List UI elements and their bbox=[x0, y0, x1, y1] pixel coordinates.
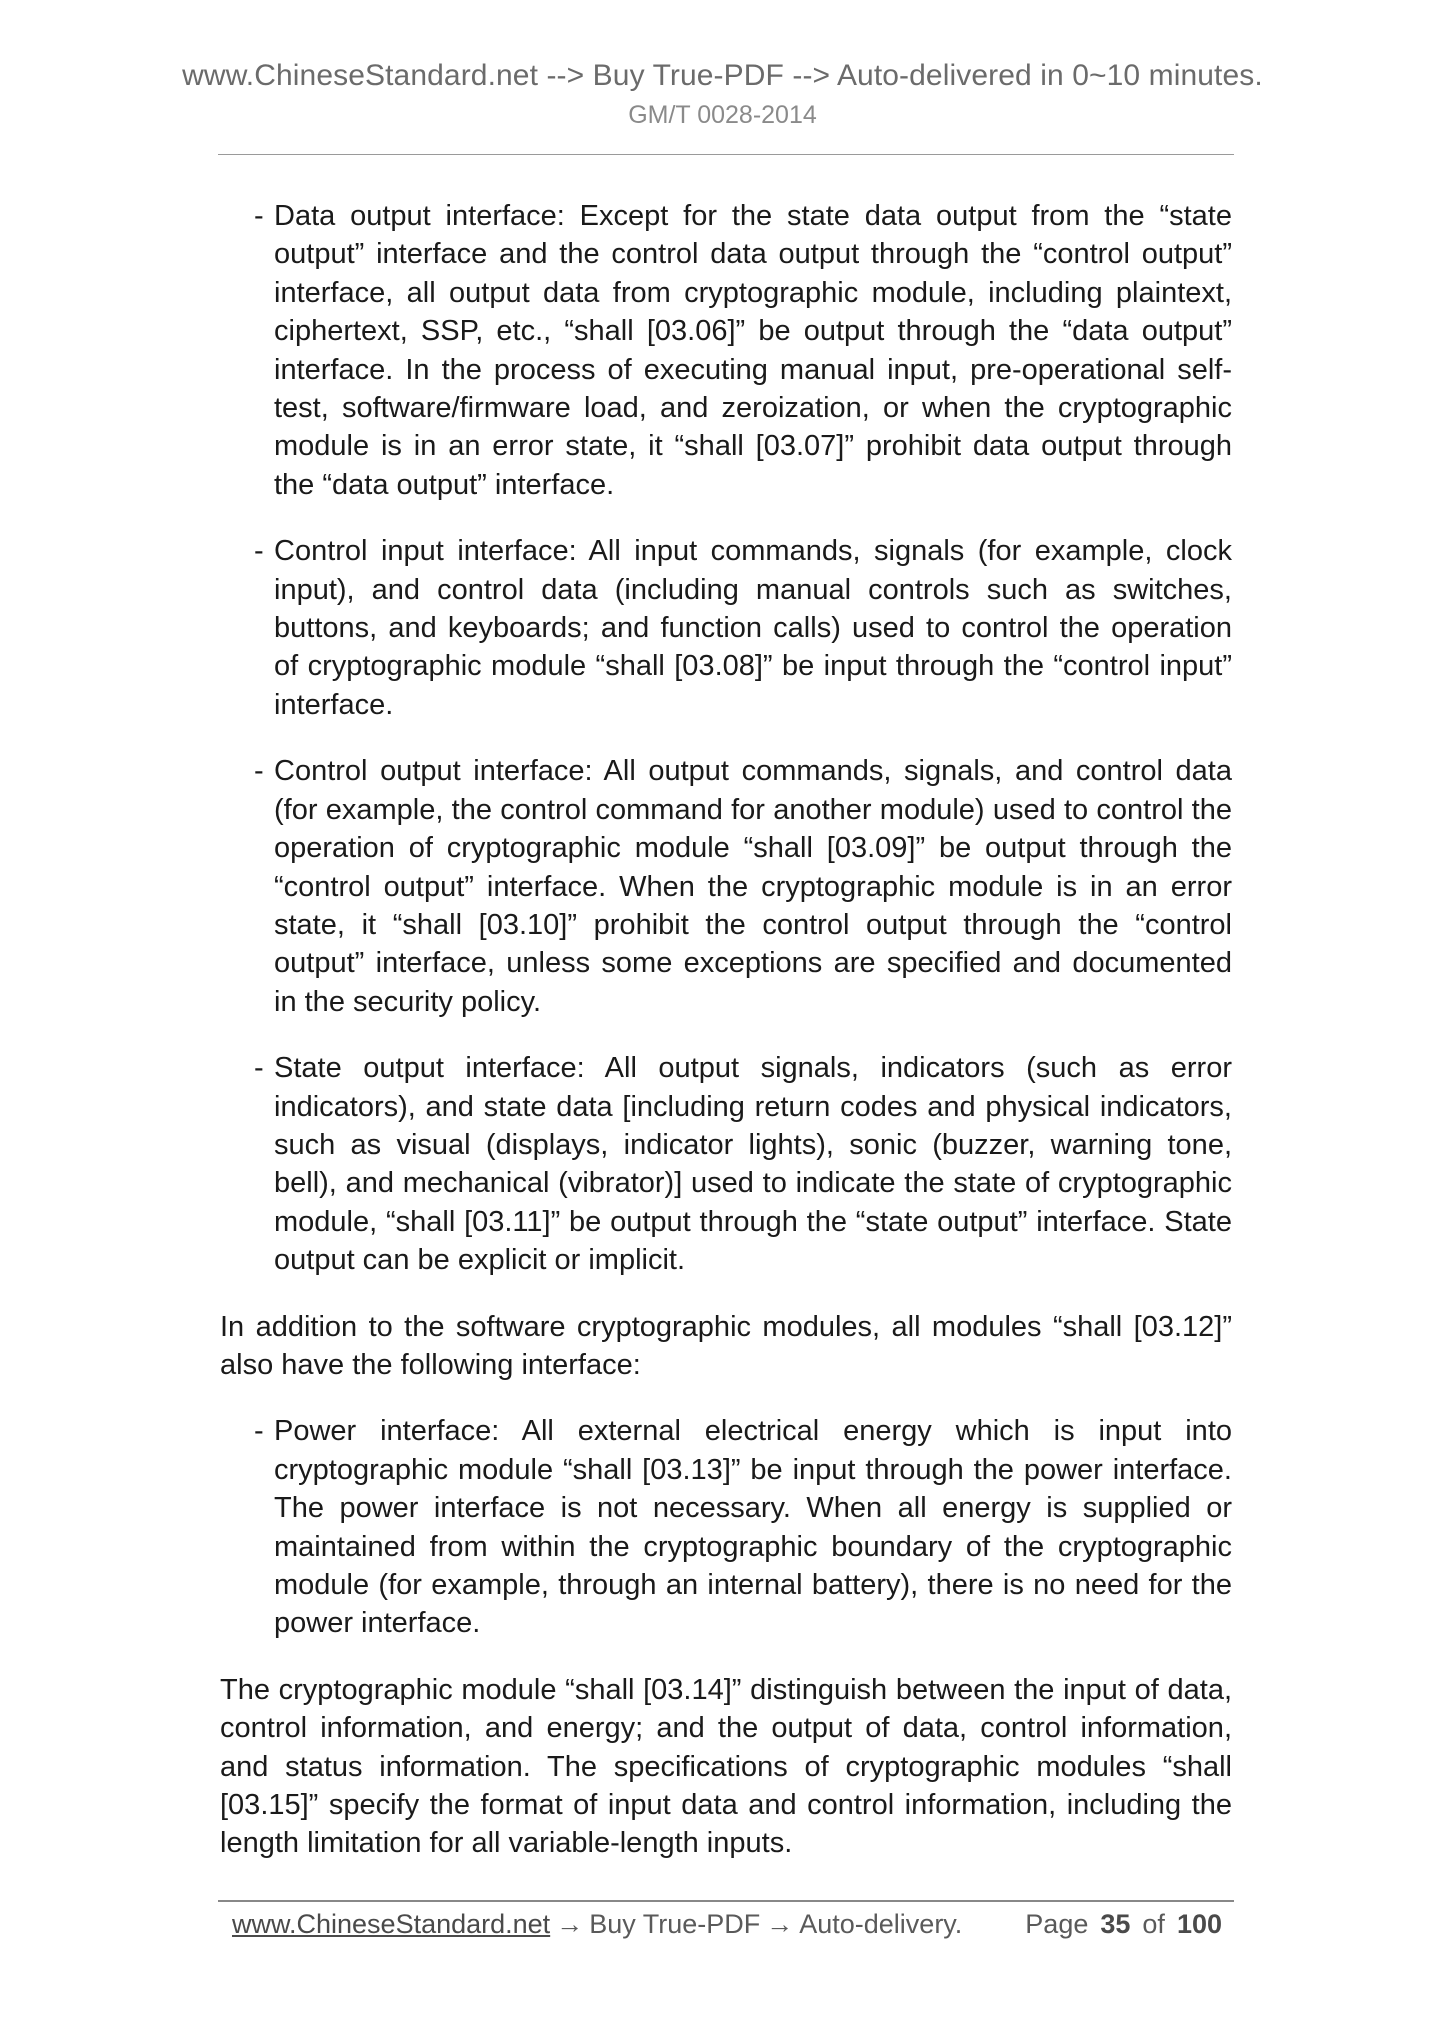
bullet-dash: - bbox=[254, 1415, 264, 1448]
bullet-text: Data output interface: Except for the state data output from the “state output” interface and the control data output through the “control output” interface, all output data from cryptographic module, including plaintext, ciphertext, SSP, etc., “shall [03.06]” be output through the “data output” interface. In the process of executing manual input, pre-operational self-test, software/firmware load, and zeroization, or when the cryptographic module is in an error state, it “shall [03.07]” prohibit data output through the “data output” interface. bbox=[274, 200, 1232, 501]
bullet-data-output-interface bbox=[254, 197, 1232, 504]
page-number: 35 bbox=[1100, 1909, 1131, 1939]
document-code: GM/T 0028-2014 bbox=[628, 101, 817, 129]
paragraph-distinguish-inputs: The cryptographic module “shall [03.14]” distinguish between the input of data, control information, and energy; and the output of data, control information, and status information. The specifications of cryptographic modules “shall [03.15]” specify the format of input data and control information, including the length limitation for all variable-length inputs. bbox=[220, 1673, 1232, 1860]
bullet-state-output-interface bbox=[254, 1049, 1232, 1279]
bullet-text: State output interface: All output signals, indicators (such as error indicators), and state data [including return codes and physical indicators, such as visual (displays, indicator lights), sonic (buzzer, warning tone, bell), and mechanical (vibrator)] used to indicate the state of cryptographic module, “shall [03.11]” be output through the “state output” interface. State output can be explicit or implicit. bbox=[274, 1052, 1232, 1277]
page-label: Page bbox=[1025, 1909, 1089, 1939]
of-label: of bbox=[1142, 1909, 1165, 1939]
header-site-line: www.ChineseStandard.net --> Buy True-PDF --> Auto-delivered in 0~10 minutes. bbox=[182, 59, 1263, 92]
bullet-dash: - bbox=[254, 535, 264, 568]
bullet-dash: - bbox=[254, 1052, 264, 1085]
footer-buy-text: Buy True-PDF bbox=[589, 1909, 761, 1939]
total-pages: 100 bbox=[1176, 1909, 1222, 1939]
bullet-control-input-interface bbox=[254, 532, 1232, 724]
bullet-text: Power interface: All external electrical energy which is input into cryptographic module “shall [03.13]” be input through the power interface. The power interface is not necessary. When all energy is supplied or maintained from within the cryptographic boundary of the cryptographic module (for example, through an internal battery), there is no need for the power interface. bbox=[274, 1415, 1232, 1640]
footer-site-link[interactable]: www.ChineseStandard.net bbox=[232, 1909, 551, 1939]
bullet-dash: - bbox=[254, 200, 264, 232]
paragraph-modules-interface: In addition to the software cryptographic modules, all modules “shall [03.12]” also have the following interface: bbox=[220, 1310, 1232, 1381]
header-divider bbox=[218, 154, 1234, 155]
page-header bbox=[0, 56, 1445, 132]
bullet-power-interface bbox=[254, 1412, 1232, 1642]
arrow-right-icon: → bbox=[556, 1909, 584, 1939]
page-footer bbox=[232, 1904, 1222, 1944]
bullet-text: Control input interface: All input commands, signals (for example, clock input), and control data (including manual controls such as switches, buttons, and keyboards; and function calls) used to control the operation of cryptographic module “shall [03.08]” be input through the “control input” interface. bbox=[274, 535, 1232, 721]
arrow-right-icon: → bbox=[766, 1909, 794, 1939]
footer-divider bbox=[218, 1900, 1234, 1902]
bullet-text: Control output interface: All output commands, signals, and control data (for example, the control command for another module) used to control the operation of cryptographic module “shall [03.09]” be output through the “control output” interface. When the cryptographic module is in an error state, it “shall [03.10]” prohibit the control output through the “control output” interface, unless some exceptions are specified and documented in the security policy. bbox=[274, 755, 1232, 1018]
bullet-control-output-interface bbox=[254, 752, 1232, 1021]
footer-delivery-text: Auto-delivery. bbox=[799, 1909, 963, 1939]
page-indicator bbox=[1025, 1904, 1222, 1944]
document-body bbox=[220, 197, 1232, 1891]
bullet-dash: - bbox=[254, 755, 264, 788]
